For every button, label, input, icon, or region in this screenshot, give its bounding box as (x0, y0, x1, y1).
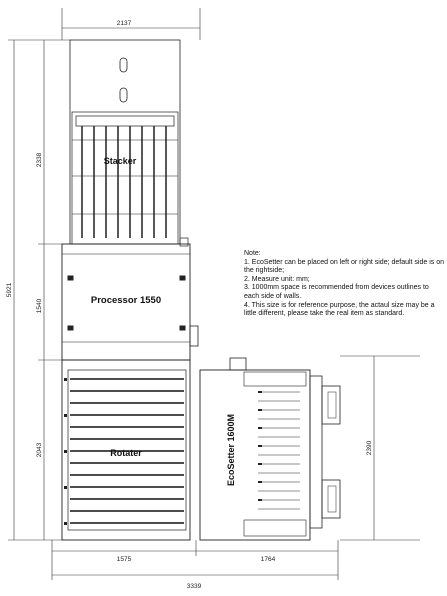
dim-bottom-right-width: 1764 (260, 556, 276, 563)
ecosetter-label: EcoSetter 1600M (226, 413, 236, 487)
processor-label: Processor 1550 (90, 295, 162, 306)
dim-stacker-height: 2338 (36, 152, 43, 168)
note-line-2: 2. Measure unit: mm; (244, 275, 310, 283)
note-line-1: 1. EcoSetter can be placed on left or right side; default side is on the rightside; (244, 258, 445, 275)
dim-total-width: 3339 (186, 583, 202, 590)
dim-total-height: 5921 (6, 282, 13, 298)
dim-processor-height: 1540 (36, 298, 43, 314)
note-block (244, 250, 444, 319)
note-line-3: 3. 1000mm space is recommended from devices outlines to each side of walls. (244, 284, 429, 300)
rotater-label: Rotater (110, 448, 142, 458)
stacker-unit (70, 40, 188, 246)
ecosetter-unit (200, 358, 340, 540)
dim-bottom-left-width: 1575 (116, 556, 132, 563)
note-title: Note: (244, 250, 261, 257)
note-line-4: 4. This size is for reference purpose, the actaul size may be a little different, please take the real item as standard. (244, 301, 435, 318)
stacker-label: Stacker (103, 156, 137, 166)
dim-ecosetter-height: 2390 (366, 440, 373, 456)
dim-top-width: 2137 (116, 20, 132, 27)
dim-rotater-height: 2043 (36, 442, 43, 458)
